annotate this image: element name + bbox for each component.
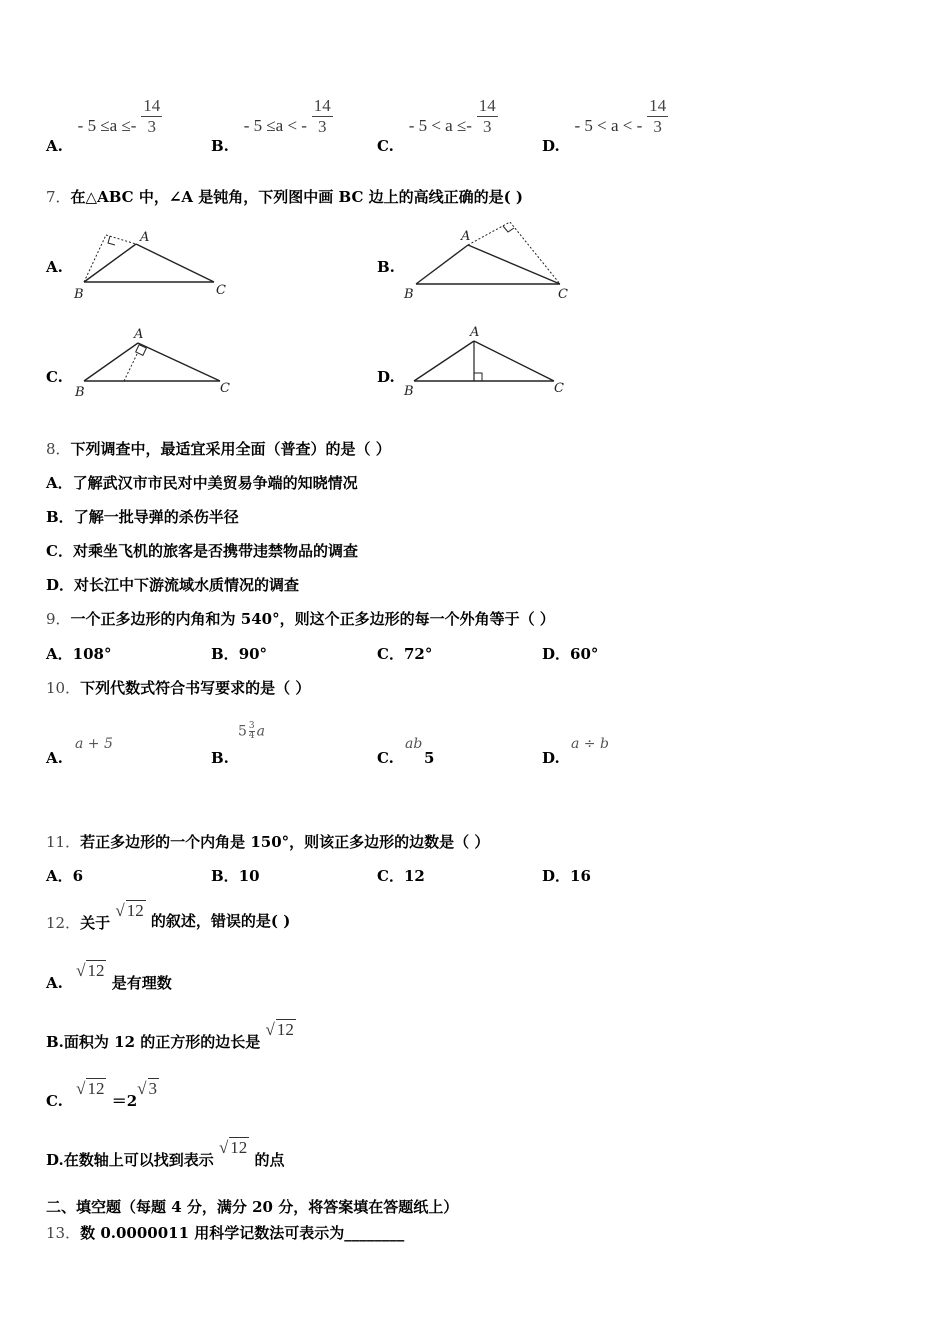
option-text-post: 的点 bbox=[254, 1151, 285, 1169]
question-number: 13． bbox=[46, 1224, 81, 1242]
q9-option-d: D．60° bbox=[542, 645, 599, 663]
q10-question bbox=[46, 677, 310, 698]
option-label: B. bbox=[211, 136, 229, 155]
q9-option-c: C．72° bbox=[377, 645, 433, 663]
q7-figure-c bbox=[70, 326, 240, 401]
q10-option-a-expr: a + 5 bbox=[75, 736, 113, 752]
question-text-post: 的叙述，错误的是( ) bbox=[150, 912, 291, 930]
vertex-b: B bbox=[404, 287, 414, 302]
question-number: 12． bbox=[46, 914, 81, 932]
question-number: 10． bbox=[46, 679, 81, 697]
question-text: 若正多边形的一个内角是 150°，则该正多边形的边数是（ ） bbox=[80, 833, 490, 851]
q8-option-a: A．了解武汉市市民对中美贸易争端的知晓情况 bbox=[46, 474, 358, 492]
vertex-a: A bbox=[140, 230, 150, 245]
q7-option-b-label: B. bbox=[377, 258, 395, 276]
altitude-dashed bbox=[510, 222, 560, 284]
q8-question bbox=[46, 438, 391, 459]
side-ba bbox=[414, 341, 474, 381]
q8-option-c: C．对乘坐飞机的旅客是否携带违禁物品的调查 bbox=[46, 542, 358, 560]
q11-option-b: B．10 bbox=[211, 867, 260, 885]
option-label: D. bbox=[46, 1151, 64, 1169]
q7-option-d-label: D. bbox=[377, 368, 395, 386]
right-angle-mark bbox=[503, 226, 514, 232]
q10-option-b-label: B. bbox=[211, 749, 229, 767]
vertex-b: B bbox=[74, 287, 84, 302]
question-number: 7． bbox=[46, 188, 71, 206]
altitude-dashed bbox=[84, 235, 106, 282]
q7-figure-d bbox=[400, 324, 570, 399]
vertex-a: A bbox=[461, 229, 471, 244]
right-angle-mark bbox=[474, 373, 482, 381]
q9-question bbox=[46, 608, 555, 629]
question-text: 下列代数式符合书写要求的是（ ） bbox=[80, 679, 311, 697]
mixed-num: 3 bbox=[248, 721, 255, 731]
side-ac bbox=[474, 341, 554, 381]
question-text: 一个正多边形的内角和为 540°，则这个正多边形的每一个外角等于（ ） bbox=[70, 610, 555, 628]
q6-option-a bbox=[46, 96, 162, 155]
q10-option-d-expr: a ÷ b bbox=[571, 736, 609, 752]
question-number: 11． bbox=[46, 833, 81, 851]
sqrt-12: √ 12 bbox=[76, 1079, 105, 1098]
question-number: 8． bbox=[46, 440, 71, 458]
q9-option-b: B．90° bbox=[211, 645, 268, 663]
q10-option-c-label: C. bbox=[377, 749, 394, 767]
q6-option-d bbox=[542, 96, 668, 155]
sqrt-12: √ 12 bbox=[115, 901, 144, 920]
side-ac bbox=[138, 343, 220, 381]
sqrt-3: √ 3 bbox=[137, 1079, 157, 1098]
mixed-whole: 5 bbox=[238, 723, 247, 740]
q10-option-c-expr: ab bbox=[405, 736, 423, 752]
vertex-c: C bbox=[554, 381, 564, 396]
q8-option-d: D．对长江中下游流域水质情况的调查 bbox=[46, 576, 300, 594]
option-label: D. bbox=[542, 136, 560, 155]
fraction: $\frac{14}{3}$ bbox=[313, 96, 331, 136]
vertex-b: B bbox=[404, 384, 414, 399]
q10-option-b-expr bbox=[238, 722, 265, 741]
equals-two: ＝2 bbox=[111, 1092, 138, 1110]
q11-option-d: D．16 bbox=[542, 867, 591, 885]
option-label: B. bbox=[46, 1033, 64, 1051]
mixed-den: 4 bbox=[248, 731, 255, 741]
side-ba bbox=[84, 343, 138, 381]
option-text: 面积为 12 的正方形的边长是 bbox=[63, 1033, 261, 1051]
q11-question bbox=[46, 831, 489, 852]
option-label: A. bbox=[46, 974, 63, 992]
fraction: $\frac{14}{3}$ bbox=[143, 96, 161, 136]
q12-option-d bbox=[46, 1137, 285, 1169]
q7-question bbox=[46, 186, 523, 207]
side-ac bbox=[136, 244, 214, 282]
q6-option-b bbox=[211, 96, 333, 155]
vertex-c: C bbox=[216, 283, 226, 298]
vertex-b: B bbox=[75, 385, 85, 400]
q6-option-c bbox=[377, 96, 498, 155]
extension-dashed bbox=[106, 235, 136, 244]
side-ba bbox=[84, 244, 136, 282]
side-ba bbox=[416, 245, 468, 284]
question-text: 在△ABC 中，∠A 是钝角，下列图中画 BC 边上的高线正确的是( ) bbox=[70, 188, 524, 206]
q7-option-c-label: C. bbox=[46, 368, 63, 386]
q12-option-c bbox=[46, 1078, 159, 1110]
q12-question bbox=[46, 900, 291, 932]
q10-option-c-suffix: 5 bbox=[424, 749, 435, 767]
option-label: A. bbox=[46, 136, 63, 155]
vertex-c: C bbox=[220, 381, 230, 396]
q10-option-a-label: A. bbox=[46, 749, 63, 767]
sqrt-12: √ 12 bbox=[76, 961, 105, 980]
section-heading: 二、填空题（每题 4 分，满分 20 分，将答案填在答题纸上） bbox=[46, 1198, 459, 1216]
fraction: $\frac{14}{3}$ bbox=[649, 96, 667, 136]
q7-figure-b bbox=[400, 222, 575, 302]
fraction: $\frac{14}{3}$ bbox=[478, 96, 496, 136]
vertex-a: A bbox=[470, 325, 480, 340]
option-text: 是有理数 bbox=[111, 974, 172, 992]
q11-option-a: A．6 bbox=[46, 867, 84, 885]
option-text-pre: 在数轴上可以找到表示 bbox=[63, 1151, 214, 1169]
inequality-text: - 5 ≤a ≤- bbox=[77, 115, 137, 135]
extension-dashed bbox=[468, 222, 510, 245]
inequality-text: - 5 < a ≤- bbox=[408, 115, 472, 135]
inequality-text: - 5 < a < - bbox=[574, 115, 643, 135]
q7-option-a-label: A. bbox=[46, 258, 63, 276]
question-text-pre: 关于 bbox=[80, 914, 111, 932]
mixed-var: a bbox=[256, 723, 266, 740]
question-number: 9． bbox=[46, 610, 71, 628]
q12-option-a bbox=[46, 960, 172, 992]
side-ac bbox=[468, 245, 560, 284]
q13-question bbox=[46, 1222, 404, 1243]
q9-option-a: A．108° bbox=[46, 645, 112, 663]
altitude-dashed bbox=[124, 352, 138, 381]
option-label: C. bbox=[377, 136, 394, 155]
vertex-c: C bbox=[558, 287, 568, 302]
question-text: 下列调查中，最适宜采用全面（普查）的是（ ） bbox=[70, 440, 391, 458]
question-text: 数 0.0000011 用科学记数法可表示为________ bbox=[80, 1224, 405, 1242]
q8-option-b: B．了解一批导弹的杀伤半径 bbox=[46, 508, 239, 526]
q12-option-b bbox=[46, 1019, 296, 1051]
sqrt-12: √ 12 bbox=[218, 1138, 248, 1157]
q11-option-c: C．12 bbox=[377, 867, 425, 885]
sqrt-12: √ 12 bbox=[265, 1020, 294, 1039]
q10-option-d-label: D. bbox=[542, 749, 560, 767]
q7-figure-a bbox=[70, 226, 235, 302]
inequality-text: - 5 ≤a < - bbox=[243, 115, 307, 135]
option-label: C. bbox=[46, 1092, 63, 1110]
vertex-a: A bbox=[134, 327, 144, 342]
